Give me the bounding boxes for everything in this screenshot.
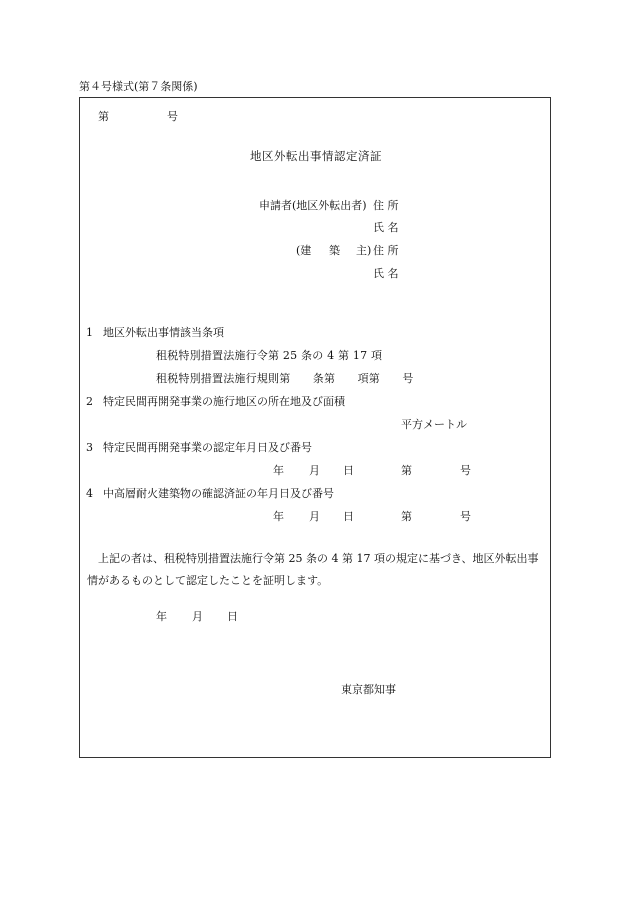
number-prefix: 第	[98, 110, 109, 123]
certification-text	[87, 548, 545, 592]
number-dai: 第	[401, 510, 412, 523]
date-month: 月	[309, 510, 320, 523]
builder-name-label: 氏 名	[373, 267, 399, 280]
builder-role-open: (建	[296, 244, 312, 257]
issue-date-year: 年	[156, 610, 167, 623]
builder-role-close: 主)	[356, 244, 372, 257]
item-heading: 特定民間再開発事業の認定年月日及び番号	[103, 441, 312, 454]
builder-role-mid: 築	[329, 244, 340, 257]
number-go: 号	[460, 510, 471, 523]
item-number: 3	[86, 441, 93, 454]
date-day: 日	[343, 510, 354, 523]
document-title: 地区外転出事情認定済証	[250, 149, 382, 163]
item-heading: 中高層耐火建築物の確認済証の年月日及び番号	[103, 487, 334, 500]
area-unit: 平方メートル	[401, 418, 467, 431]
item-line: 租税特別措置法施行令第 25 条の 4 第 17 項	[156, 349, 383, 362]
date-day: 日	[343, 464, 354, 477]
item-number: 2	[86, 395, 93, 408]
certification-text-body: 上記の者は、租税特別措置法施行令第 25 条の 4 第 17 項の規定に基づき、地区外転出事情があるものとして認定したことを証明します。	[87, 552, 539, 587]
form-frame	[79, 97, 551, 758]
number-go: 号	[460, 464, 471, 477]
applicant-role: 申請者(地区外転出者)	[259, 199, 367, 212]
item-heading: 特定民間再開発事業の施行地区の所在地及び面積	[103, 395, 345, 408]
number-suffix: 号	[167, 110, 178, 123]
issue-date-day: 日	[227, 610, 238, 623]
item-number: 1	[86, 326, 93, 339]
issue-date-month: 月	[192, 610, 203, 623]
item-line: 租税特別措置法施行規則第 条第 項第 号	[156, 372, 414, 385]
applicant-address-label: 住 所	[373, 199, 399, 212]
number-dai: 第	[401, 464, 412, 477]
builder-address-label: 住 所	[373, 244, 399, 257]
date-year: 年	[273, 464, 284, 477]
issuer: 東京都知事	[341, 683, 396, 696]
date-month: 月	[309, 464, 320, 477]
date-year: 年	[273, 510, 284, 523]
item-heading: 地区外転出事情該当条項	[103, 326, 224, 339]
form-label: 第４号様式(第７条関係)	[79, 80, 198, 93]
item-number: 4	[86, 487, 93, 500]
applicant-name-label: 氏 名	[373, 221, 399, 234]
